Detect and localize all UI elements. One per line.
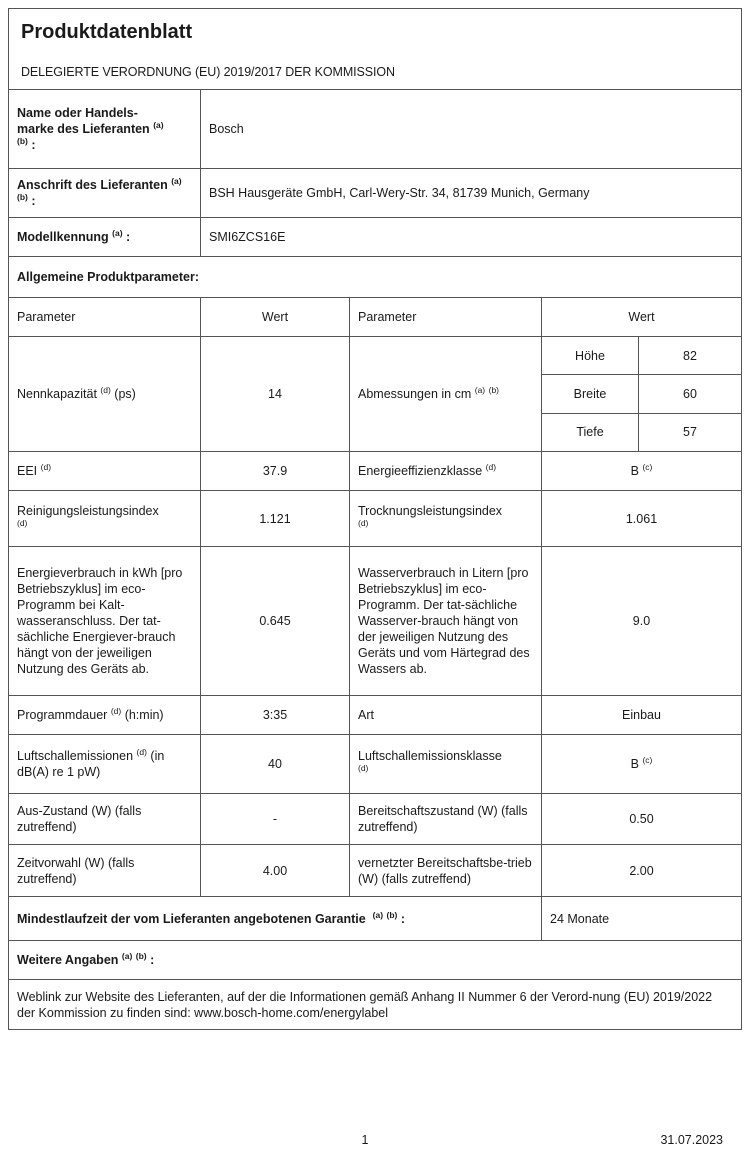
dimensions-subtable xyxy=(541,337,741,451)
dimension-name: Breite xyxy=(573,386,607,401)
program-duration-label: Programmdauer $^{(d)}$ (h:min) xyxy=(17,705,164,722)
footnote-d: (d) xyxy=(40,461,52,472)
drying-index-label: Trocknungsleistungsindex $^{(d)}$ xyxy=(349,491,541,546)
additional-info-row xyxy=(9,940,741,979)
header-row xyxy=(9,9,741,89)
delay-start-value: 4.00 xyxy=(200,845,349,896)
off-mode-value: - xyxy=(200,794,349,844)
supplier-address-value: BSH Hausgeräte GmbH, Carl-Wery-Str. 34, 81739 Munich, Germany xyxy=(200,169,741,217)
dimension-value: 57 xyxy=(638,414,741,451)
supplier-address-row xyxy=(9,168,741,217)
footnote-b: (b) xyxy=(386,909,398,920)
dimensions-label: Abmessungen in cm $^{(a)}$ $^{(b)}$ xyxy=(349,337,541,451)
standby-label: Bereitschaftszustand (W) (falls zutreffend) xyxy=(349,794,541,844)
footnote-b: (b) xyxy=(17,135,28,146)
footer-date: 31.07.2023 xyxy=(660,1133,723,1147)
capacity-dimensions-row xyxy=(9,336,741,451)
datasheet-table xyxy=(8,8,742,1030)
footnote-b: (b) xyxy=(17,191,28,202)
page-number: 1 xyxy=(361,1133,369,1147)
supplier-name-row xyxy=(9,89,741,168)
column-header-parameter-right: Parameter xyxy=(349,298,541,336)
performance-index-row xyxy=(9,490,741,546)
noise-class-value: B $^{(c)}$ xyxy=(541,735,741,793)
section-title-row xyxy=(9,256,741,297)
model-id-value: SMI6ZCS16E xyxy=(200,218,741,256)
standby-value: 0.50 xyxy=(541,794,741,844)
dimension-name: Höhe xyxy=(575,348,605,363)
footnote-b: (b) xyxy=(488,384,500,395)
water-consumption-value: 9.0 xyxy=(541,547,741,695)
footnote-a: (a) xyxy=(153,119,164,130)
consumption-row xyxy=(9,546,741,695)
column-header-parameter-left: Parameter xyxy=(17,310,76,324)
page-title: Produktdatenblatt xyxy=(21,21,193,43)
duration-type-row xyxy=(9,695,741,734)
footnote-d: (d) xyxy=(110,705,122,716)
column-header-value-left: Wert xyxy=(200,298,349,336)
warranty-label: Mindestlaufzeit der vom Lieferanten angebotenen Garantie $^{(a)}$ $^{(b)}$ : xyxy=(17,909,406,926)
energy-class-value: B $^{(c)}$ xyxy=(541,452,741,490)
footnote-d: (d) xyxy=(100,384,111,395)
drying-index-value: 1.061 xyxy=(541,491,741,546)
cleaning-index-value: 1.121 xyxy=(200,491,349,546)
program-duration-value: 3:35 xyxy=(200,696,349,734)
noise-value: 40 xyxy=(200,735,349,793)
dimension-row-depth xyxy=(542,413,741,451)
energy-class-label: Energieeffizienzklasse $^{(d)}$ xyxy=(349,452,541,490)
weblink-text: Weblink zur Website des Lieferanten, auf der die Informationen gemäß Anhang II Nummer 6 der Verord-nung (EU) 2019/2022 der Kommission zu finden sind: www.bosch-home.com/energylabel xyxy=(17,989,713,1020)
noise-label: Luftschallemissionen $^{(d)}$ (in dB(A) re 1 pW) xyxy=(17,746,165,779)
delay-start-label: Zeitvorwahl (W) (falls zutreffend) xyxy=(17,855,135,886)
footnote-a: (a) xyxy=(372,909,384,920)
offmode-standby-row xyxy=(9,793,741,844)
capacity-label: Nennkapazität $^{(d)}$ (ps) xyxy=(17,384,136,401)
footnote-d: (d) xyxy=(136,746,147,757)
noise-row xyxy=(9,734,741,793)
footnote-c: (c) xyxy=(642,461,653,472)
footnote-b: (b) xyxy=(135,950,147,961)
supplier-address-label: Anschrift des Lieferanten $^{(a)}$ $^{(b)}$ : xyxy=(17,175,182,208)
additional-info-label: Weitere Angaben $^{(a)}$ $^{(b)}$ : xyxy=(17,950,155,967)
dimension-value: 82 xyxy=(638,337,741,374)
water-consumption-label: Wasserverbrauch in Litern [pro Betriebszyklus] im eco-Programm. Der tat-sächliche Wasserver-brauch hängt von der jeweiligen Nutzung des Geräts und vom Härtegrad des Wassers ab. xyxy=(349,547,541,695)
footnote-d: (d) xyxy=(358,762,369,773)
eei-label: EEI $^{(d)}$ xyxy=(17,461,52,478)
footnote-d: (d) xyxy=(17,517,28,528)
warranty-row xyxy=(9,896,741,940)
regulation-subtitle: DELEGIERTE VERORDNUNG (EU) 2019/2017 DER KOMMISSION xyxy=(21,65,395,79)
footnote-a: (a) xyxy=(112,227,123,238)
energy-consumption-value: 0.645 xyxy=(200,547,349,695)
type-label: Art xyxy=(349,696,541,734)
networked-standby-label: vernetzter Bereitschaftsbe-trieb (W) (falls zutreffend) xyxy=(349,845,541,896)
dimension-value: 60 xyxy=(638,375,741,412)
dimension-row-width xyxy=(542,374,741,412)
dimension-name: Tiefe xyxy=(576,425,604,440)
supplier-name-label: Name oder Handels- marke des Lieferanten $^{(a)}$ $^{(b)}$ : xyxy=(17,106,164,152)
type-value: Einbau xyxy=(541,696,741,734)
cleaning-index-label: Reinigungsleistungsindex $^{(d)}$ xyxy=(17,503,159,528)
delaystart-networked-row xyxy=(9,844,741,896)
energy-consumption-label: Energieverbrauch in kWh [pro Betriebszyklus] im eco-Programm bei Kalt-wasseranschluss. Der tat-sächliche Energiever-brauch hängt von der jeweiligen Nutzung des Geräts ab. xyxy=(17,566,183,676)
eei-value: 37.9 xyxy=(200,452,349,490)
networked-standby-value: 2.00 xyxy=(541,845,741,896)
footnote-a: (a) xyxy=(474,384,486,395)
footnote-d: (d) xyxy=(358,517,369,528)
weblink-row xyxy=(9,979,741,1029)
section-title: Allgemeine Produktparameter: xyxy=(17,270,199,284)
footnote-d: (d) xyxy=(485,461,497,472)
header-cell xyxy=(9,9,741,89)
dimension-row-height xyxy=(542,337,741,374)
column-header-value-right: Wert xyxy=(541,298,741,336)
supplier-name-value: Bosch xyxy=(200,90,741,168)
model-id-row xyxy=(9,217,741,256)
capacity-value: 14 xyxy=(200,337,349,451)
footnote-a: (a) xyxy=(171,175,182,186)
footnote-c: (c) xyxy=(642,754,653,765)
off-mode-label: Aus-Zustand (W) (falls zutreffend) xyxy=(17,804,142,834)
eei-row xyxy=(9,451,741,490)
warranty-value: 24 Monate xyxy=(541,897,741,940)
column-header-row xyxy=(9,297,741,336)
noise-class-label: Luftschallemissionsklasse $^{(d)}$ xyxy=(349,735,541,793)
footnote-a: (a) xyxy=(121,950,133,961)
model-id-label: Modellkennung $^{(a)}$ : xyxy=(17,227,131,244)
